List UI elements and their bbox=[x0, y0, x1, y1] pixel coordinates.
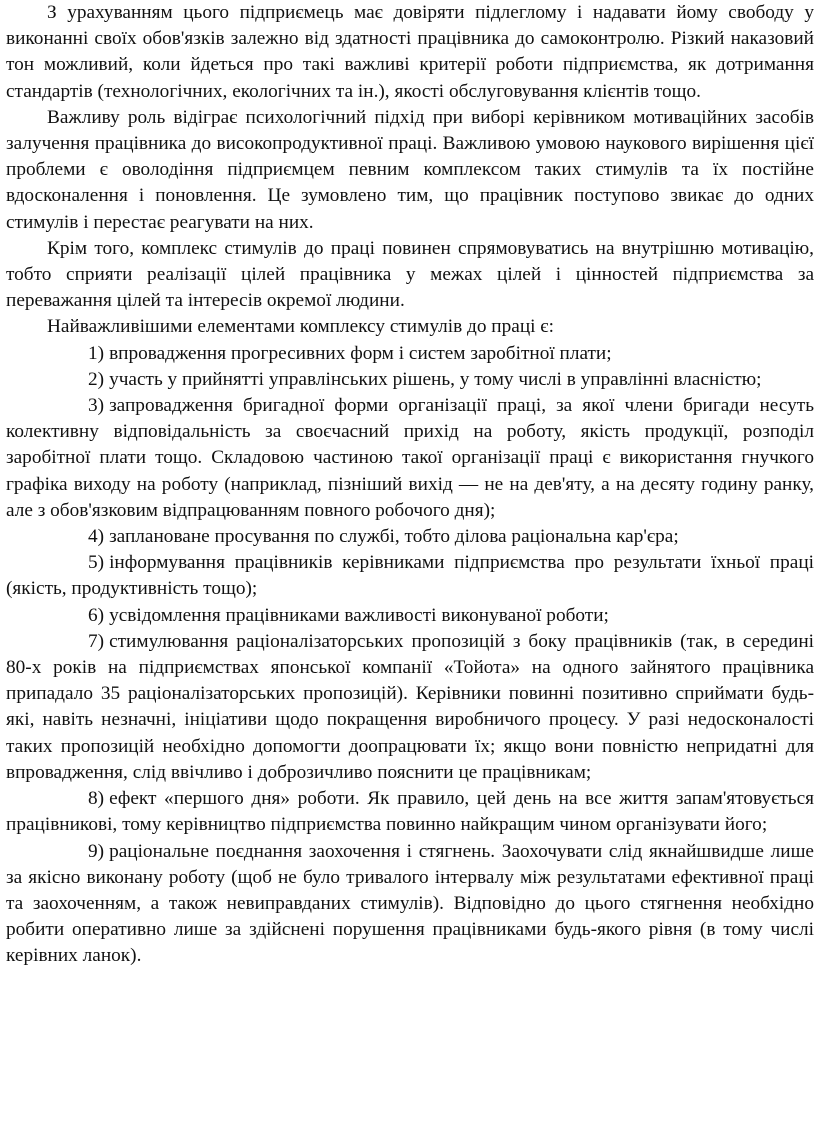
list-item bbox=[6, 839, 814, 970]
list-item-text: ефект «першого дня» роботи. Як правило, цей день на все життя запам'ятовується працівникові, тому керівництво підприємства повинно найкращим чином організувати його; bbox=[6, 788, 814, 836]
list-item bbox=[6, 367, 814, 393]
stimuli-list bbox=[6, 341, 814, 970]
list-item-text: інформування працівників керівниками підприємства про результати їхньої праці (якість, продуктивність тощо); bbox=[6, 552, 814, 600]
list-item-text: впровадження прогресивних форм і систем заробітної плати; bbox=[109, 342, 612, 364]
list-item-text: усвідомлення працівниками важливості виконуваної роботи; bbox=[109, 604, 609, 626]
list-item-number: 1) bbox=[88, 342, 105, 364]
list-item bbox=[6, 393, 814, 524]
paragraph-psychological-approach: Важливу роль відіграє психологічний підхід при виборі керівником мотиваційних засобів залучення працівника до високопродуктивної праці. Важливою умовою наукового вирішення цієї проблеми є оволодіння підприємцем певним комплексом таких стимулів та їх постійне вдосконалення і поновлення. Це зумовлено тим, що працівник поступово звикає до одних стимулів і перестає реагувати на них. bbox=[6, 106, 814, 233]
list-item-number: 7) bbox=[88, 630, 105, 652]
paragraph-internal-motivation: Крім того, комплекс стимулів до праці повинен спрямовуватись на внутрішню мотивацію, тобто сприяти реалізації цілей працівника у межах цілей і цінностей підприємства за переважання цілей та інтересів окремої людини. bbox=[6, 237, 814, 312]
list-item-number: 9) bbox=[88, 840, 105, 862]
list-item bbox=[6, 629, 814, 786]
list-item-number: 6) bbox=[88, 604, 105, 626]
list-item-number: 2) bbox=[88, 368, 105, 390]
list-item-text: участь у прийнятті управлінських рішень, у тому числі в управлінні власністю; bbox=[109, 368, 762, 390]
list-item bbox=[6, 603, 814, 629]
list-item-text: стимулювання раціоналізаторських пропозицій з боку працівників (так, в середині 80-х років на підприємствах японської компанії «Тойота» на одного зайнятого працівника припадало 35 раціоналізаторських пропозицій). Керівники повинні позитивно сприймати будь-які, навіть незначні, ініціативи щодо покращення виробничого процесу. У разі недосконалості таких пропозицій необхідно допомогти доопрацювати їх; якщо вони повністю непридатні для впровадження, слід ввічливо і доброзичливо пояснити це працівникам; bbox=[6, 630, 814, 783]
list-item-number: 8) bbox=[88, 788, 105, 810]
list-item bbox=[6, 524, 814, 550]
list-item-text: заплановане просування по службі, тобто ділова раціональна кар'єра; bbox=[109, 526, 679, 548]
list-item-number: 4) bbox=[88, 526, 105, 548]
paragraph-supervision: З урахуванням цього підприємець має довіряти підлеглому і надавати йому свободу у виконанні своїх обов'язків залежно від здатності працівника до самоконтролю. Різкий наказовий тон можливий, коли йдеться про такі важливі критерії роботи підприємства, як дотримання стандартів (технологічних, екологічних та ін.), якості обслуговування клієнтів тощо. bbox=[6, 2, 814, 102]
list-item-number: 3) bbox=[88, 395, 105, 417]
list-item bbox=[6, 786, 814, 838]
list-item bbox=[6, 341, 814, 367]
list-item-text: раціональне поєднання заохочення і стягнень. Заохочувати слід якнайшвидше лише за якісно виконану роботу (щоб не було тривалого інтервалу між результатами ефективної праці та заохоченням, а також невиправданих стимулів). Відповідно до цього стягнення необхідно робити оперативно лише за здійснені порушення працівниками будь-якого рівня (в тому числі керівних ланок). bbox=[6, 840, 814, 967]
list-item-number: 5) bbox=[88, 552, 105, 574]
list-item bbox=[6, 550, 814, 602]
paragraph-list-intro: Найважливішими елементами комплексу стимулів до праці є: bbox=[47, 316, 554, 338]
list-item-text: запровадження бригадної форми організації праці, за якої члени бригади несуть колективну відповідальність за своєчасний прихід на роботу, якість продукції, розподіл заробітної плати тощо. Складовою частиною такої організації праці є використання гнучкого графіка виходу на роботу (наприклад, пізніший вихід — не на дев'яту, а на десяту годину ранку, але з обов'язковим відпрацюванням повного робочого дня); bbox=[6, 395, 814, 521]
